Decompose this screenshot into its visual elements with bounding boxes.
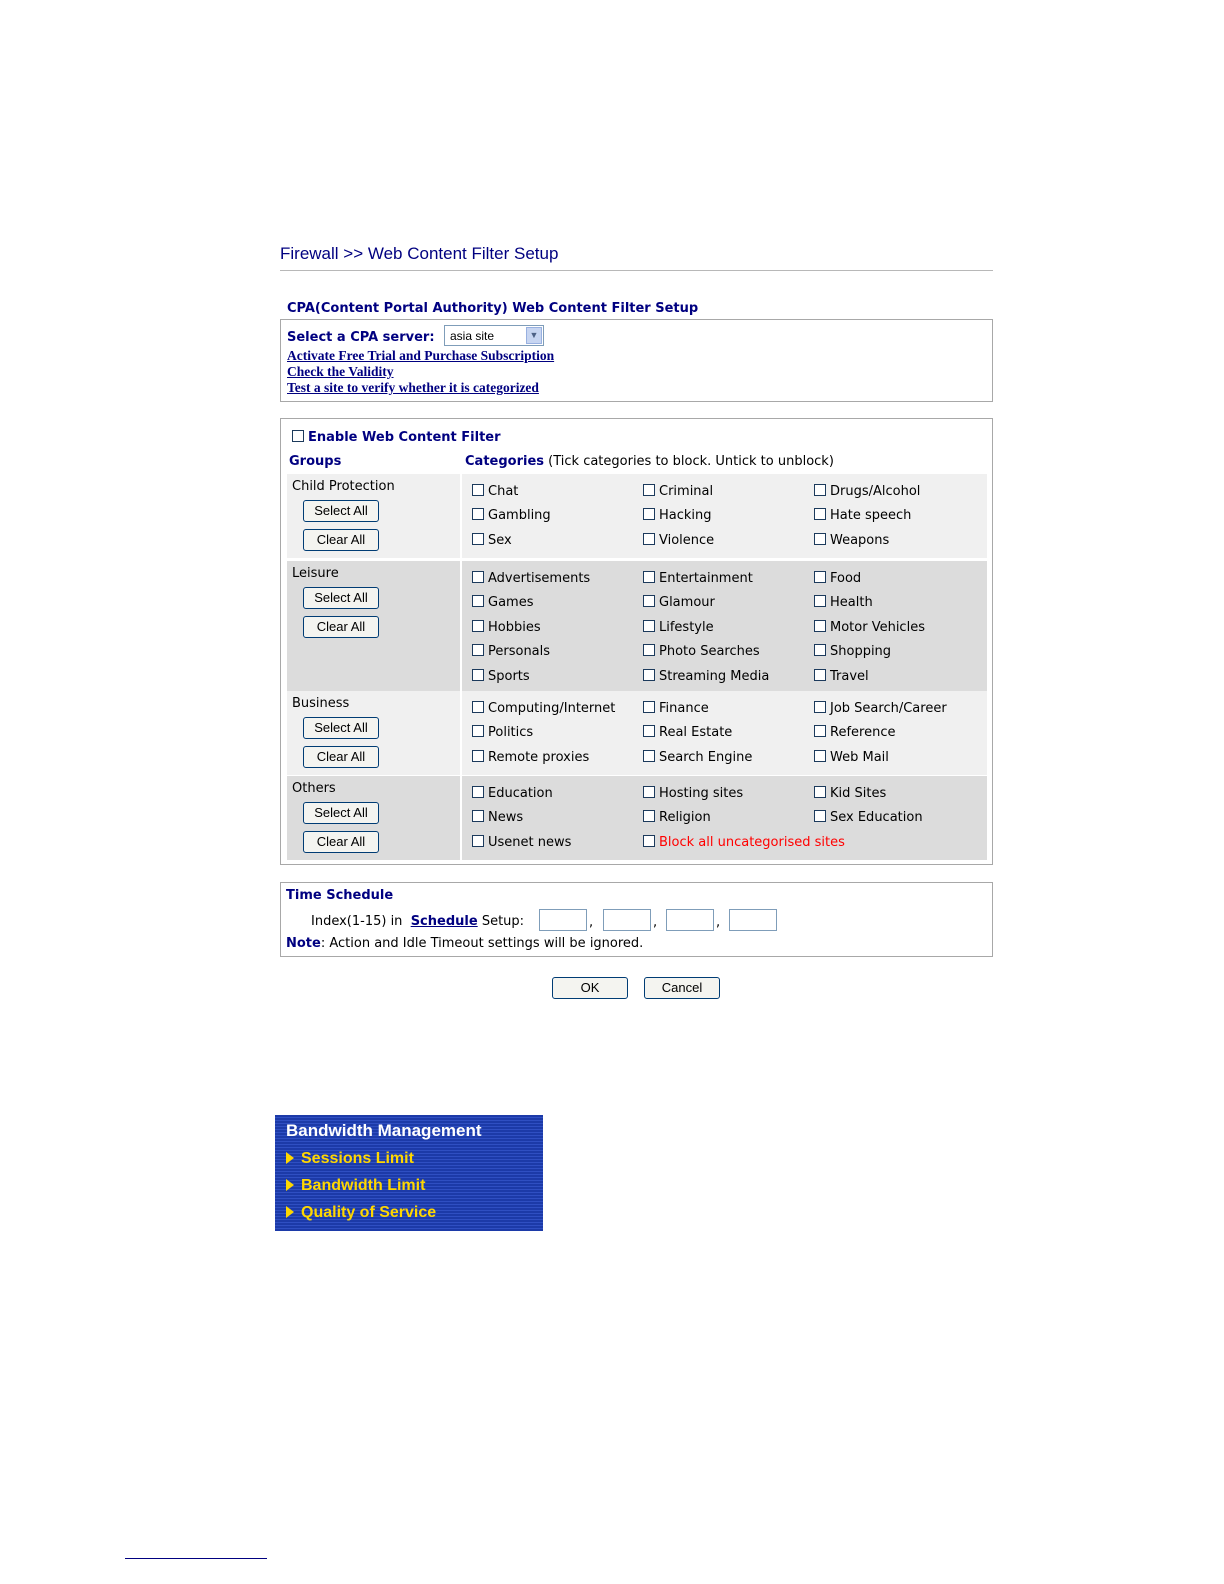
category-label: Weapons — [830, 532, 890, 548]
category-label: Sex — [488, 532, 512, 548]
menu-item-quality-of-service[interactable] — [286, 1204, 436, 1222]
schedule-note — [286, 936, 643, 951]
category-cell — [462, 561, 987, 694]
category-item[interactable] — [643, 701, 709, 716]
category-item[interactable] — [814, 701, 947, 716]
category-label: Gambling — [488, 508, 551, 524]
category-item[interactable] — [472, 750, 589, 765]
category-checkbox[interactable] — [643, 725, 655, 737]
clear-all-button[interactable]: Clear All — [303, 529, 379, 551]
category-label: Chat — [488, 484, 519, 499]
category-item[interactable] — [643, 595, 715, 610]
category-label: Politics — [488, 725, 534, 741]
category-item[interactable] — [643, 533, 714, 548]
schedule-separator: , — [653, 915, 658, 930]
category-checkbox[interactable] — [472, 810, 484, 822]
activate-trial-link[interactable]: Activate Free Trial and Purchase Subscription — [287, 348, 555, 363]
category-checkbox[interactable] — [643, 701, 655, 713]
category-checkbox[interactable] — [643, 533, 655, 545]
enable-filter-checkbox[interactable] — [292, 430, 304, 442]
category-label: Advertisements — [488, 571, 591, 586]
category-checkbox[interactable] — [472, 644, 484, 656]
clear-all-button[interactable]: Clear All — [303, 831, 379, 853]
category-item[interactable] — [472, 484, 518, 499]
category-label: Remote proxies — [488, 749, 590, 765]
group-name: Leisure — [292, 566, 339, 581]
cpa-heading: CPA(Content Portal Authority) Web Content Filter Setup — [287, 301, 699, 316]
category-label: Hate speech — [830, 508, 912, 524]
select-all-button[interactable]: Select All — [303, 587, 379, 609]
category-label: News — [488, 810, 524, 826]
category-item[interactable] — [472, 669, 530, 684]
category-item[interactable] — [643, 669, 769, 684]
category-checkbox[interactable] — [643, 835, 655, 847]
category-item[interactable] — [643, 810, 711, 825]
category-checkbox[interactable] — [472, 701, 484, 713]
category-checkbox[interactable] — [814, 508, 826, 520]
category-label: Web Mail — [830, 749, 889, 765]
category-label: Violence — [659, 532, 715, 548]
menu-item-label: Bandwidth Limit — [301, 1177, 426, 1194]
schedule-index-line — [311, 914, 524, 929]
category-item[interactable] — [643, 484, 713, 499]
category-checkbox[interactable] — [643, 620, 655, 632]
category-label: Hobbies — [488, 619, 541, 635]
category-item[interactable] — [472, 508, 551, 523]
category-item[interactable] — [814, 620, 925, 635]
group-name: Others — [292, 781, 336, 796]
select-all-button[interactable]: Select All — [303, 802, 379, 824]
category-label: Kid Sites — [830, 786, 887, 801]
category-cell — [462, 776, 987, 860]
category-checkbox[interactable] — [643, 595, 655, 607]
enable-filter-row — [292, 430, 501, 445]
category-item[interactable] — [814, 508, 911, 523]
title-divider — [280, 270, 993, 271]
ok-button[interactable]: OK — [552, 977, 628, 999]
category-item[interactable] — [643, 620, 714, 635]
category-label: Usenet news — [488, 834, 572, 850]
category-label: Real Estate — [659, 725, 733, 741]
group-name: Business — [292, 696, 350, 711]
category-checkbox[interactable] — [814, 595, 826, 607]
category-item[interactable] — [472, 835, 571, 850]
category-label: Sex Education — [830, 810, 923, 826]
category-label: Games — [488, 595, 534, 611]
category-checkbox[interactable] — [814, 786, 826, 798]
category-label: Religion — [659, 810, 711, 826]
category-checkbox[interactable] — [814, 669, 826, 681]
cancel-button[interactable]: Cancel — [644, 977, 720, 999]
category-item[interactable] — [643, 835, 845, 850]
select-all-button[interactable]: Select All — [303, 717, 379, 739]
schedule-index-input-1[interactable] — [539, 909, 587, 931]
schedule-separator: , — [589, 915, 594, 930]
category-label: Reference — [830, 725, 896, 741]
category-checkbox[interactable] — [472, 725, 484, 737]
category-item[interactable] — [643, 725, 732, 740]
category-checkbox[interactable] — [643, 644, 655, 656]
category-label: Computing/Internet — [488, 701, 616, 716]
category-checkbox[interactable] — [814, 725, 826, 737]
time-schedule-panel — [280, 882, 993, 957]
category-label: Education — [488, 786, 553, 801]
category-label: Health — [830, 595, 873, 611]
check-validity-link[interactable]: Check the Validity — [287, 364, 394, 379]
category-checkbox[interactable] — [472, 786, 484, 798]
category-item[interactable] — [814, 595, 873, 610]
enable-filter-label: Enable Web Content Filter — [308, 430, 501, 445]
category-label: Lifestyle — [659, 619, 714, 635]
category-label: Travel — [830, 668, 869, 684]
category-label: Motor Vehicles — [830, 619, 925, 635]
category-item[interactable] — [643, 750, 752, 765]
groups-header: Groups — [289, 454, 342, 469]
schedule-suffix: Setup: — [481, 914, 525, 929]
category-checkbox[interactable] — [643, 810, 655, 822]
cpa-server-select[interactable] — [444, 325, 544, 346]
category-label: Shopping — [830, 644, 892, 660]
category-label: Sports — [488, 668, 530, 684]
category-checkbox[interactable] — [643, 571, 655, 583]
category-label: Hosting sites — [659, 786, 744, 801]
group-cell — [287, 776, 460, 860]
category-label: Entertainment — [659, 571, 753, 586]
category-checkbox[interactable] — [643, 786, 655, 798]
group-cell — [287, 474, 460, 558]
chevron-down-icon[interactable]: ▼ — [526, 327, 542, 344]
category-item[interactable] — [814, 669, 869, 684]
category-label: Drugs/Alcohol — [830, 484, 921, 499]
clear-all-button[interactable]: Clear All — [303, 616, 379, 638]
category-checkbox[interactable] — [472, 750, 484, 762]
group-cell — [287, 561, 460, 694]
category-checkbox[interactable] — [814, 571, 826, 583]
schedule-index-input-3[interactable] — [666, 909, 714, 931]
category-label: Search Engine — [659, 749, 753, 765]
category-label: Criminal — [659, 484, 714, 499]
category-item[interactable] — [472, 533, 512, 548]
menu-item-label: Sessions Limit — [301, 1150, 414, 1167]
category-checkbox[interactable] — [472, 620, 484, 632]
category-item[interactable] — [472, 810, 523, 825]
menu-item-label: Quality of Service — [301, 1204, 437, 1221]
category-checkbox[interactable] — [814, 620, 826, 632]
category-item[interactable] — [472, 701, 615, 716]
category-item[interactable] — [472, 595, 533, 610]
note-text: : Action and Idle Timeout settings will be ignored. — [320, 936, 644, 951]
category-item[interactable] — [643, 644, 760, 659]
category-checkbox[interactable] — [814, 484, 826, 496]
category-item[interactable] — [472, 620, 541, 635]
schedule-title: Time Schedule — [286, 888, 394, 903]
category-item[interactable] — [814, 810, 923, 825]
category-item[interactable] — [814, 484, 920, 499]
category-label: Job Search/Career — [830, 701, 947, 716]
category-cell — [462, 691, 987, 775]
category-checkbox[interactable] — [472, 508, 484, 520]
category-item[interactable] — [472, 786, 553, 801]
category-item[interactable] — [814, 786, 886, 801]
category-item[interactable] — [814, 571, 861, 586]
category-checkbox[interactable] — [814, 701, 826, 713]
group-name: Child Protection — [292, 479, 395, 494]
category-item[interactable] — [472, 571, 590, 586]
categories-header — [465, 454, 834, 469]
category-item[interactable] — [643, 571, 753, 586]
category-label: Hacking — [659, 508, 712, 524]
category-checkbox[interactable] — [814, 533, 826, 545]
category-item[interactable] — [643, 508, 712, 523]
schedule-link[interactable]: Schedule — [410, 914, 478, 929]
category-item[interactable] — [472, 725, 533, 740]
category-label: Glamour — [659, 595, 715, 611]
category-checkbox[interactable] — [472, 595, 484, 607]
category-checkbox[interactable] — [472, 835, 484, 847]
group-cell — [287, 691, 460, 775]
select-all-button[interactable]: Select All — [303, 500, 379, 522]
category-checkbox[interactable] — [472, 484, 484, 496]
menu-item-bandwidth-limit[interactable] — [286, 1177, 425, 1195]
category-checkbox[interactable] — [643, 669, 655, 681]
category-label: Personals — [488, 644, 551, 660]
schedule-index-prefix: Index(1-15) in — [311, 914, 403, 929]
category-checkbox[interactable] — [643, 508, 655, 520]
category-label: Finance — [659, 701, 709, 716]
triangle-right-icon — [286, 1206, 294, 1218]
category-checkbox[interactable] — [814, 750, 826, 762]
category-item[interactable] — [472, 644, 550, 659]
bandwidth-management-menu — [275, 1115, 543, 1231]
cpa-server-value: asia site — [450, 329, 495, 343]
category-item[interactable] — [643, 786, 743, 801]
category-label: Photo Searches — [659, 644, 760, 660]
category-checkbox[interactable] — [643, 484, 655, 496]
schedule-index-input-2[interactable] — [603, 909, 651, 931]
menu-item-sessions-limit[interactable] — [286, 1150, 414, 1168]
category-item[interactable] — [814, 533, 889, 548]
categories-hint: (Tick categories to block. Untick to unblock) — [548, 454, 834, 469]
footnote-divider — [125, 1558, 267, 1559]
category-label: Block all uncategorised sites — [659, 834, 845, 850]
schedule-separator: , — [716, 915, 721, 930]
test-site-link[interactable]: Test a site to verify whether it is categorized — [287, 380, 539, 395]
category-checkbox[interactable] — [472, 669, 484, 681]
filter-panel — [280, 418, 993, 865]
category-label: Food — [830, 571, 862, 586]
categories-header-label: Categories — [465, 454, 545, 469]
note-label: Note — [286, 936, 321, 951]
category-item[interactable] — [814, 725, 895, 740]
category-checkbox[interactable] — [472, 571, 484, 583]
bandwidth-menu-title: Bandwidth Management — [286, 1121, 482, 1140]
category-checkbox[interactable] — [814, 644, 826, 656]
page-title: Firewall >> Web Content Filter Setup — [280, 244, 559, 263]
category-label: Streaming Media — [659, 668, 770, 684]
triangle-right-icon — [286, 1179, 294, 1191]
triangle-right-icon — [286, 1152, 294, 1164]
clear-all-button[interactable]: Clear All — [303, 746, 379, 768]
cpa-server-label: Select a CPA server: — [287, 330, 435, 345]
cpa-panel — [280, 319, 993, 402]
category-checkbox[interactable] — [643, 750, 655, 762]
category-item[interactable] — [814, 644, 891, 659]
schedule-index-input-4[interactable] — [729, 909, 777, 931]
category-checkbox[interactable] — [472, 533, 484, 545]
category-checkbox[interactable] — [814, 810, 826, 822]
category-cell — [462, 474, 987, 558]
category-item[interactable] — [814, 750, 889, 765]
